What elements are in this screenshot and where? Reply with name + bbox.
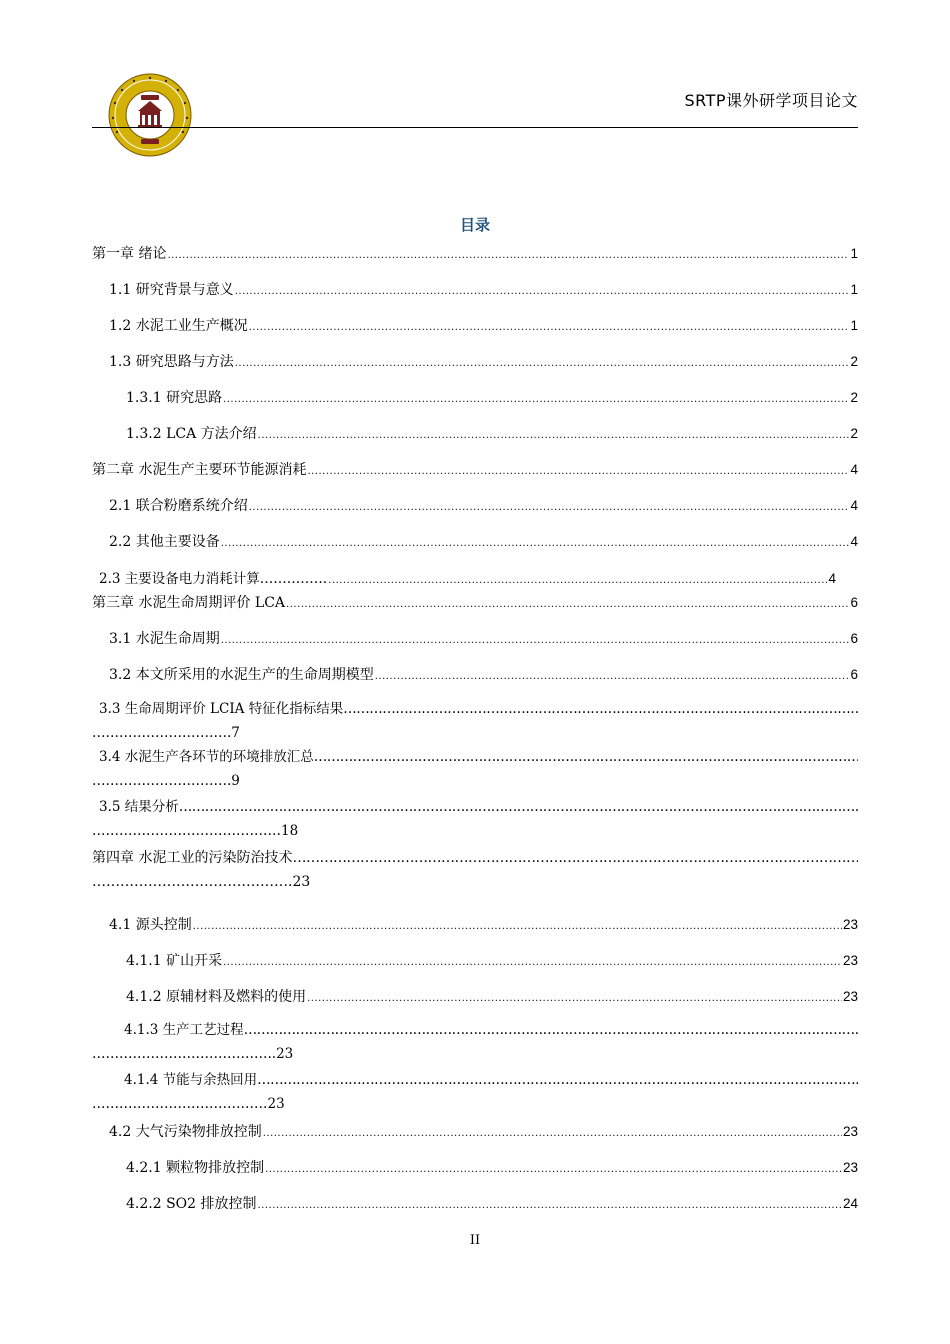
- toc-entry[interactable]: 3.5 结果分析 …………………………………………………………………………………………………………………………………………………………… ……………………………………18: [99, 795, 858, 843]
- toc-entry[interactable]: 3.3 生命周期评价 LCIA 特征化指标结果 …………………………………………………………………………………………………………………………………………………………… ………………………….7: [99, 697, 858, 745]
- header-title: SRTP课外研学项目论文: [684, 91, 858, 110]
- toc-entry[interactable]: 1.1 研究背景与意义 ..... 1: [109, 279, 858, 299]
- header-divider: [92, 127, 858, 128]
- toc-entry[interactable]: 1.3 研究思路与方法 ..... 2: [109, 351, 858, 371]
- toc-entry[interactable]: 4.1.1 矿山开采 ..... 23: [126, 950, 858, 970]
- toc-entry[interactable]: 4.1.4 节能与余热回用 …………………………………………………………………………………………………………………………………………………………… …………………………………23: [124, 1068, 858, 1116]
- toc-entry[interactable]: 4.1.3 生产工艺过程 …………………………………………………………………………………………………………………………………………………………… …………………………………..23: [124, 1018, 858, 1066]
- toc-entry[interactable]: 4.2.1 颗粒物排放控制 ..... 23: [126, 1157, 858, 1177]
- toc-entry[interactable]: 2.1 联合粉磨系统介绍 ..... 4: [109, 495, 858, 515]
- toc-entry[interactable]: 1.3.1 研究思路 ..... 2: [126, 387, 858, 407]
- toc-entry[interactable]: 3.4 水泥生产各环节的环境排放汇总 …………………………………………………………………………………………………………………………………………………………… ………………………….9: [99, 745, 858, 793]
- toc-entry[interactable]: 3.1 水泥生命周期 ..... 6: [109, 628, 858, 648]
- toc-entry[interactable]: 第一章 绪论 ..... 1: [92, 243, 858, 263]
- toc-title: 目录: [459, 216, 490, 234]
- toc-entry[interactable]: 4.1.2 原辅材料及燃料的使用 ..... 23: [126, 986, 858, 1006]
- toc-entry[interactable]: 4.2.2 SO2 排放控制 ..... 24: [126, 1193, 858, 1213]
- toc-entry[interactable]: 第四章 水泥工业的污染防治技术 …………………………………………………………………………………………………………………………………………………………… …………………………………….23: [92, 846, 858, 894]
- toc-entry[interactable]: 1.2 水泥工业生产概况 ..... 1: [109, 315, 858, 335]
- toc-entry[interactable]: 2.3 主要设备电力消耗计算…………… ..... 4: [99, 567, 836, 587]
- toc-entry[interactable]: 4.1 源头控制 ..... 23: [109, 914, 858, 934]
- toc-entry[interactable]: 第三章 水泥生命周期评价 LCA ..... 6: [92, 592, 858, 612]
- toc-entry[interactable]: 2.2 其他主要设备 ..... 4: [109, 531, 858, 551]
- toc-entry[interactable]: 3.2 本文所采用的水泥生产的生命周期模型 ..... 6: [109, 664, 858, 684]
- toc-entry[interactable]: 4.2 大气污染物排放控制 ..... 23: [109, 1121, 858, 1141]
- university-logo: [108, 73, 192, 157]
- page-number: II: [469, 1233, 481, 1248]
- toc-entry[interactable]: 1.3.2 LCA 方法介绍 ..... 2: [126, 423, 858, 443]
- toc-entry[interactable]: 第二章 水泥生产主要环节能源消耗 ..... 4: [92, 459, 858, 479]
